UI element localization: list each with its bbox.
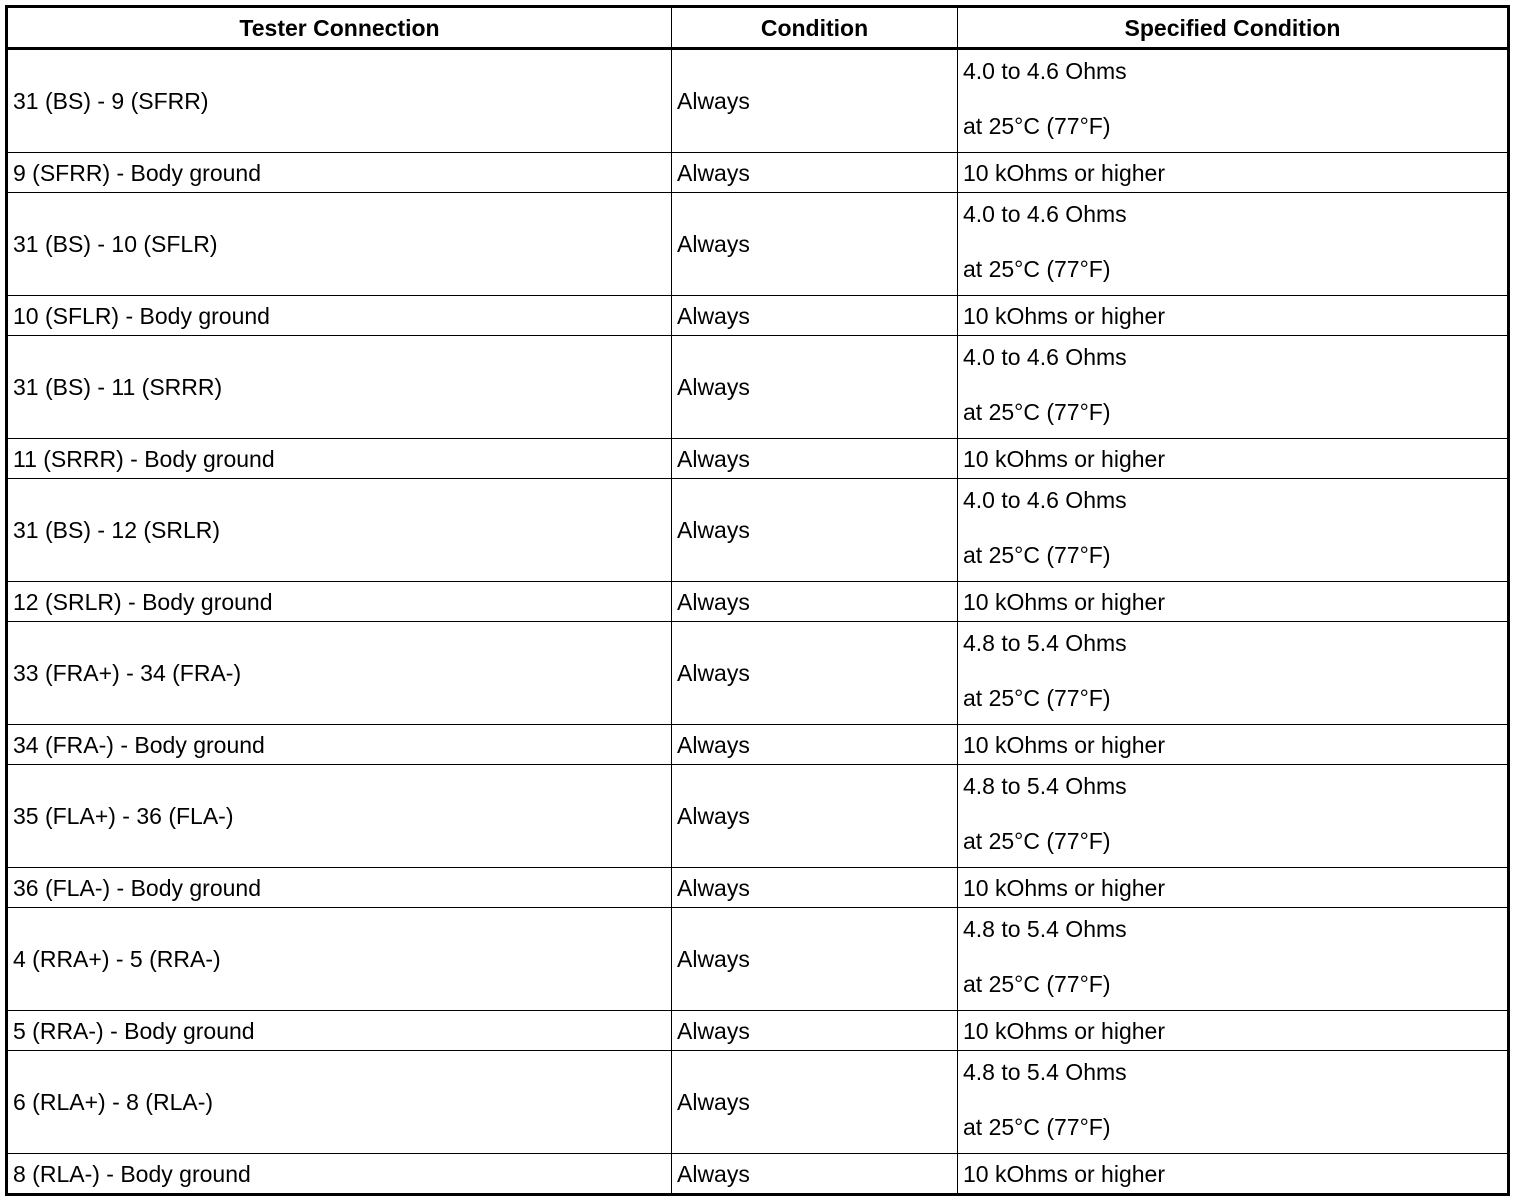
condition-cell: Always [672, 765, 958, 868]
table-row [7, 582, 1509, 622]
condition-cell: Always [672, 1154, 958, 1195]
specified-condition-cell [958, 1051, 1509, 1154]
resistance-value: 4.0 to 4.6 Ohms [963, 58, 1127, 84]
condition-cell: Always [672, 1011, 958, 1051]
table-row [7, 296, 1509, 336]
tester-connection-table [5, 5, 1510, 1196]
tester-connection-cell: 10 (SFLR) - Body ground [7, 296, 672, 336]
table-row [7, 49, 1509, 153]
condition-cell: Always [672, 868, 958, 908]
specified-condition-cell [958, 765, 1509, 868]
specified-condition-cell: 10 kOhms or higher [958, 1011, 1509, 1051]
header-specified-condition: Specified Condition [958, 7, 1509, 49]
tester-connection-cell: 33 (FRA+) - 34 (FRA-) [7, 622, 672, 725]
resistance-value: 4.8 to 5.4 Ohms [963, 630, 1127, 656]
specified-condition-cell [958, 479, 1509, 582]
table-row [7, 336, 1509, 439]
table-row [7, 622, 1509, 725]
condition-cell: Always [672, 479, 958, 582]
temperature-condition: at 25°C (77°F) [963, 256, 1111, 282]
table-header-row [7, 7, 1509, 49]
specified-condition-cell: 10 kOhms or higher [958, 868, 1509, 908]
tester-connection-cell: 34 (FRA-) - Body ground [7, 725, 672, 765]
table-body [7, 49, 1509, 1195]
tester-connection-cell: 31 (BS) - 11 (SRRR) [7, 336, 672, 439]
temperature-condition: at 25°C (77°F) [963, 685, 1111, 711]
condition-cell: Always [672, 439, 958, 479]
table-row [7, 765, 1509, 868]
header-tester-connection: Tester Connection [7, 7, 672, 49]
tester-connection-cell: 4 (RRA+) - 5 (RRA-) [7, 908, 672, 1011]
table-row [7, 193, 1509, 296]
resistance-value: 4.8 to 5.4 Ohms [963, 916, 1127, 942]
condition-cell: Always [672, 582, 958, 622]
temperature-condition: at 25°C (77°F) [963, 542, 1111, 568]
condition-cell: Always [672, 296, 958, 336]
specified-condition-cell: 10 kOhms or higher [958, 439, 1509, 479]
condition-cell: Always [672, 336, 958, 439]
temperature-condition: at 25°C (77°F) [963, 828, 1111, 854]
condition-cell: Always [672, 1051, 958, 1154]
tester-connection-cell: 31 (BS) - 12 (SRLR) [7, 479, 672, 582]
specified-condition-cell [958, 622, 1509, 725]
temperature-condition: at 25°C (77°F) [963, 113, 1111, 139]
tester-connection-cell: 11 (SRRR) - Body ground [7, 439, 672, 479]
specified-condition-cell: 10 kOhms or higher [958, 153, 1509, 193]
specified-condition-cell: 10 kOhms or higher [958, 1154, 1509, 1195]
temperature-condition: at 25°C (77°F) [963, 1114, 1111, 1140]
tester-connection-cell: 35 (FLA+) - 36 (FLA-) [7, 765, 672, 868]
condition-cell: Always [672, 153, 958, 193]
specified-condition-cell: 10 kOhms or higher [958, 725, 1509, 765]
temperature-condition: at 25°C (77°F) [963, 971, 1111, 997]
resistance-value: 4.0 to 4.6 Ohms [963, 487, 1127, 513]
table-row [7, 1154, 1509, 1195]
table-row [7, 439, 1509, 479]
tester-connection-cell: 31 (BS) - 10 (SFLR) [7, 193, 672, 296]
condition-cell: Always [672, 908, 958, 1011]
resistance-value: 4.8 to 5.4 Ohms [963, 773, 1127, 799]
condition-cell: Always [672, 622, 958, 725]
table-row [7, 868, 1509, 908]
tester-connection-cell: 6 (RLA+) - 8 (RLA-) [7, 1051, 672, 1154]
table-row [7, 908, 1509, 1011]
tester-connection-cell: 31 (BS) - 9 (SFRR) [7, 49, 672, 153]
specified-condition-cell [958, 193, 1509, 296]
table-row [7, 479, 1509, 582]
resistance-value: 4.0 to 4.6 Ohms [963, 344, 1127, 370]
condition-cell: Always [672, 193, 958, 296]
specified-condition-cell: 10 kOhms or higher [958, 582, 1509, 622]
specified-condition-cell [958, 49, 1509, 153]
condition-cell: Always [672, 725, 958, 765]
table-row [7, 153, 1509, 193]
tester-connection-cell: 5 (RRA-) - Body ground [7, 1011, 672, 1051]
resistance-value: 4.0 to 4.6 Ohms [963, 201, 1127, 227]
specified-condition-cell [958, 908, 1509, 1011]
specified-condition-cell: 10 kOhms or higher [958, 296, 1509, 336]
specified-condition-cell [958, 336, 1509, 439]
tester-connection-cell: 8 (RLA-) - Body ground [7, 1154, 672, 1195]
header-condition: Condition [672, 7, 958, 49]
condition-cell: Always [672, 49, 958, 153]
table-row [7, 725, 1509, 765]
tester-connection-cell: 9 (SFRR) - Body ground [7, 153, 672, 193]
temperature-condition: at 25°C (77°F) [963, 399, 1111, 425]
tester-connection-cell: 12 (SRLR) - Body ground [7, 582, 672, 622]
tester-connection-cell: 36 (FLA-) - Body ground [7, 868, 672, 908]
table-row [7, 1011, 1509, 1051]
table-row [7, 1051, 1509, 1154]
resistance-value: 4.8 to 5.4 Ohms [963, 1059, 1127, 1085]
